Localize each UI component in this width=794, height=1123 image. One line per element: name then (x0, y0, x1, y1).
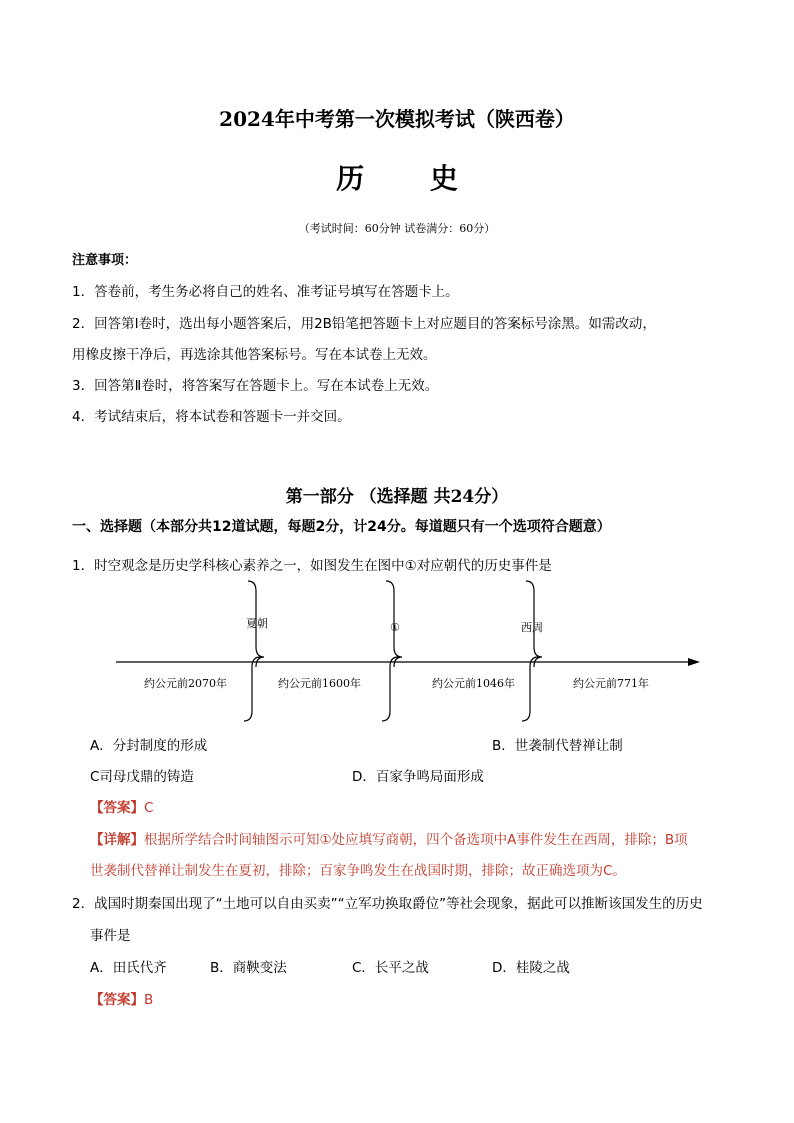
question-1-stem: 1．时空观念是历史学科核心素养之一，如图发生在图中①对应朝代的历史事件是 (72, 558, 552, 574)
q2-option-d: D．桂陵之战 (492, 960, 570, 976)
q2-answer-value: B (144, 992, 154, 1008)
note-item: 2．回答第Ⅰ卷时，选出每小题答案后，用2B铅笔把答题卡上对应题目的答案标号涂黑。如需改动， (72, 316, 656, 332)
q1-option-c: C司母戊鼎的铸造 (90, 769, 194, 785)
page-title: 2024年中考第一次模拟考试（陕西卷） (219, 107, 575, 131)
note-item: 1．答卷前，考生务必将自己的姓名、准考证号填写在答题卡上。 (72, 284, 459, 300)
exam-time-info: （考试时间：60分钟 试卷满分：60分） (298, 222, 496, 235)
note-item: 用橡皮擦干净后，再选涂其他答案标号。写在本试卷上无效。 (72, 347, 437, 363)
timeline-figure (110, 575, 710, 725)
q1-option-a: A．分封制度的形成 (90, 738, 208, 754)
subject-title: 历 史 (336, 162, 486, 195)
notes-heading: 注意事项： (72, 253, 138, 268)
timeline-label-circle-1: ① (390, 621, 400, 634)
q1-answer-value: C (144, 800, 154, 816)
part-heading: 一、选择题（本部分共12道试题，每题2分，计24分。每道题只有一个选项符合题意） (72, 519, 611, 535)
brace-lower-3 (522, 657, 538, 721)
q2-option-a: A．田氏代齐 (90, 960, 167, 976)
question-2-stem: 2．战国时期秦国出现了“土地可以自由买卖”“立军功换取爵位”等社会现象，据此可以推断该国发生的历史 (72, 896, 703, 912)
q1-option-d: D．百家争鸣局面形成 (352, 769, 484, 785)
timeline-date-1600: 约公元前1600年 (278, 677, 361, 690)
section-title: 第一部分 （选择题 共24分） (285, 487, 509, 507)
note-item: 4．考试结束后，将本试卷和答题卡一并交回。 (72, 409, 351, 425)
timeline-label-xizhou: 西周 (521, 621, 543, 634)
q1-answer (90, 796, 153, 816)
q2-option-c: C．长平之战 (352, 960, 429, 976)
q2-option-b: B．商鞅变法 (210, 960, 287, 976)
note-item: 3．回答第Ⅱ卷时，将答案写在答题卡上。写在本试卷上无效。 (72, 378, 439, 394)
timeline-arrow (688, 658, 700, 666)
q1-option-b: B．世袭制代替禅让制 (492, 738, 623, 754)
q1-answer-label: 【答案】 (90, 800, 144, 816)
q1-detail-line: 世袭制代替禅让制发生在夏初，排除；百家争鸣发生在战国时期，排除；故正确选项为C。 (90, 863, 626, 879)
q2-answer (90, 988, 153, 1008)
q1-detail (90, 828, 688, 848)
q1-detail-label: 【详解】 (90, 832, 144, 848)
q1-detail-line: 根据所学结合时间轴图示可知①处应填写商朝，四个备选项中A事件发生在西周，排除；B项 (144, 832, 688, 848)
brace-lower-1 (244, 657, 260, 721)
timeline-date-2070: 约公元前2070年 (144, 677, 227, 690)
question-2-stem-cont: 事件是 (90, 928, 131, 944)
brace-lower-2 (382, 657, 398, 721)
timeline-date-1046: 约公元前1046年 (432, 677, 515, 690)
q2-answer-label: 【答案】 (90, 992, 144, 1008)
timeline-label-xia: 夏朝 (246, 617, 268, 630)
timeline-date-771: 约公元前771年 (573, 677, 649, 690)
